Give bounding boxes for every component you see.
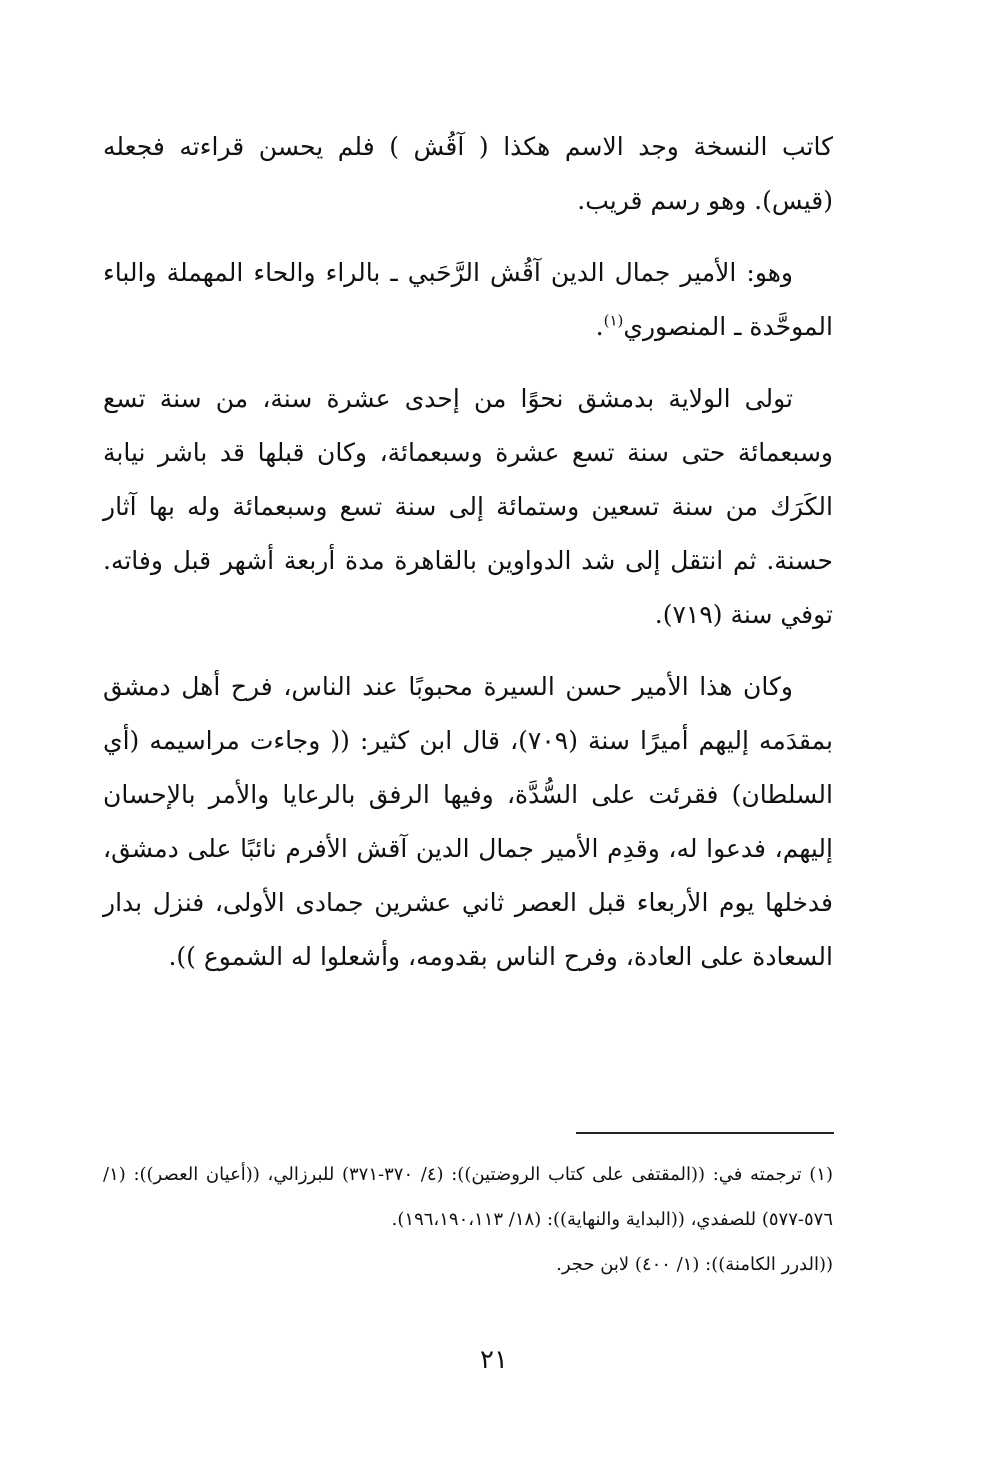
- footnotes: [103, 1152, 833, 1287]
- paragraph: [103, 246, 833, 354]
- paragraph: كاتب النسخة وجد الاسم هكذا ( آقُش ) فلم يحسن قراءته فجعله (قيس). وهو رسم قريب.: [103, 132, 833, 215]
- paragraph: تولى الولاية بدمشق نحوًا من إحدى عشرة سنة، من سنة تسع وسبعمائة حتى سنة تسع عشرة وسبعمائة، وكان قبلها قد باشر نيابة الكَرَك من سنة تسعين وستمائة إلى سنة تسع وسبعمائة وله بها آثار حسنة. ثم انتقل إلى شد الدواوين بالقاهرة مدة أربعة أشهر قبل وفاته. توفي سنة (٧١٩).: [103, 384, 833, 629]
- paragraph-end: .: [595, 312, 604, 341]
- footnote-item: ((الدرر الكامنة)): (١/ ٤٠٠) لابن حجر.: [556, 1254, 833, 1275]
- paragraph: وكان هذا الأمير حسن السيرة محبوبًا عند الناس، فرح أهل دمشق بمقدَمه إليهم أميرًا سنة (٧٠٩)، قال ابن كثير: (( وجاءت مراسيمه (أي السلطان) فقرئت على السُّدَّة، وفيها الرفق بالرعايا والأمر بالإحسان إليهم، فدعوا له، وقدِم الأمير جمال الدين آقش الأفرم نائبًا على دمشق، فدخلها يوم الأربعاء قبل العصر ثاني عشرين جمادى الأولى، فنزل بدار السعادة على العادة، وفرح الناس بقدومه، وأشعلوا له الشموع )).: [103, 672, 833, 971]
- page-number: ٢١: [480, 1345, 508, 1375]
- footnote-divider: [576, 1132, 834, 1134]
- footnote-reference: (١): [603, 311, 624, 330]
- footnote-item: (١) ترجمته في: ((المقتفى على كتاب الروضتين)): (٤/ ٣٧٠-٣٧١) للبرزالي، ((أعيان العصر)): (١/ ٥٧٦-٥٧٧) للصفدي، ((البداية والنهاية)): (١٨/ ١٩٦،١٩٠،١١٣).: [103, 1164, 833, 1230]
- main-text: [103, 120, 833, 1002]
- paragraph-text: وهو: الأمير جمال الدين آقُش الرَّحَبي ـ بالراء والحاء المهملة والباء الموحَّدة ـ المنصوري: [103, 258, 833, 341]
